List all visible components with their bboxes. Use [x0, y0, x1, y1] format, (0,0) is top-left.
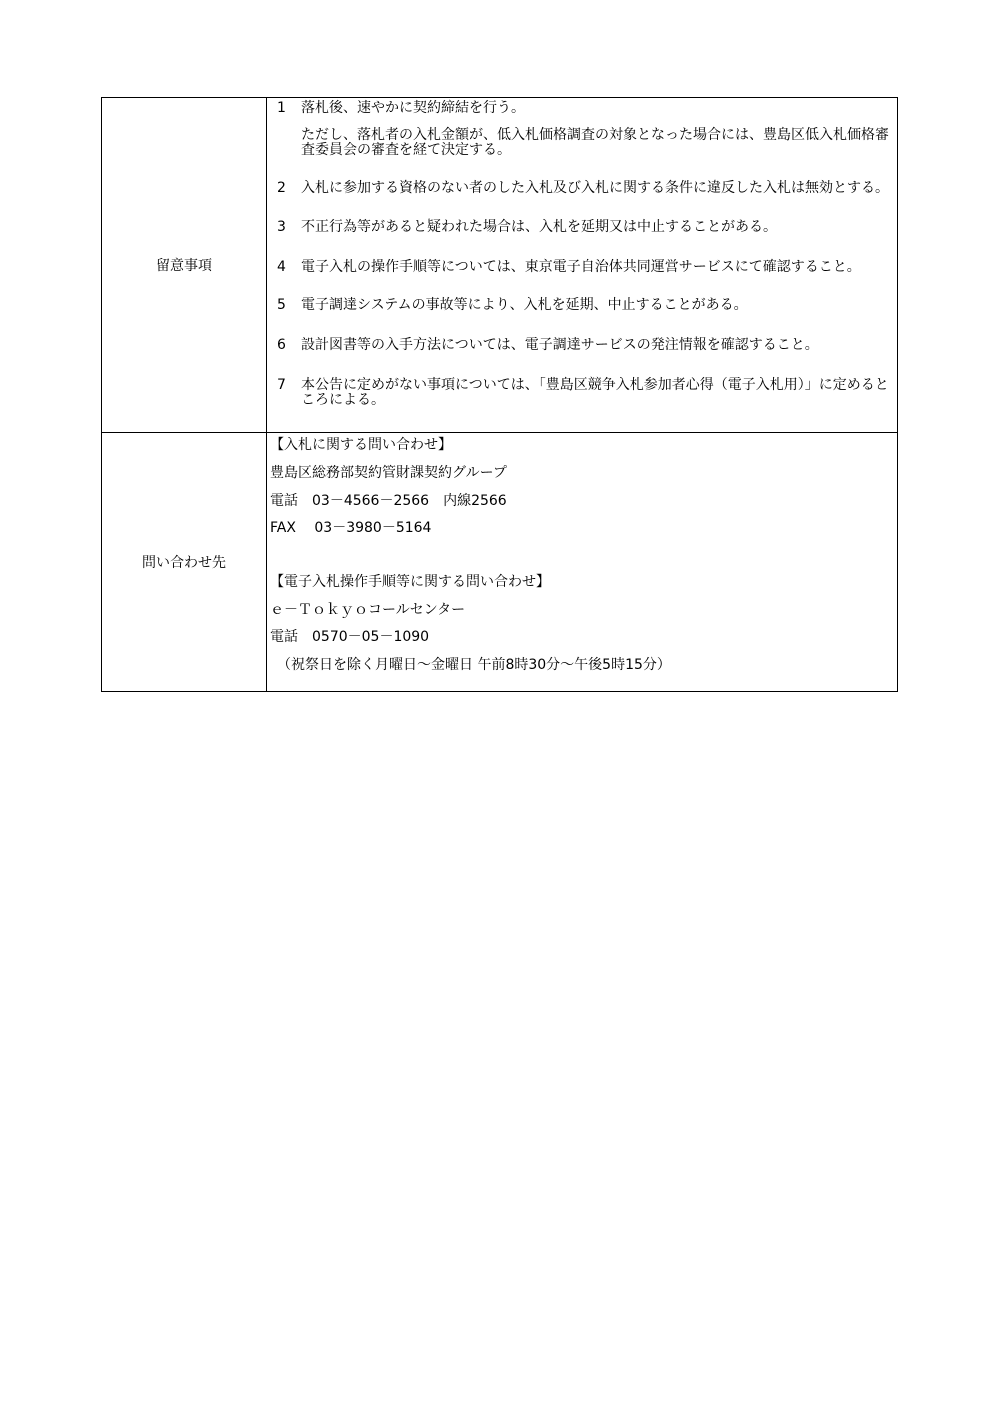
note-number: 5	[277, 297, 286, 313]
contact-label: 問い合わせ先	[102, 433, 267, 692]
notes-label: 留意事項	[102, 98, 267, 433]
note-text: 入札に参加する資格のない者のした入札及び入札に関する条件に違反した入札は無効とする。	[301, 180, 889, 196]
note-text: 電子入札の操作手順等については、東京電子自治体共同運営サービスにて確認すること。	[301, 259, 861, 275]
note-supplement: ただし、落札者の入札金額が、低入札価格調査の対象となった場合には、豊島区低入札価格審査委員会の審査を経て決定する。	[301, 127, 889, 158]
note-text: 電子調達システムの事故等により、入札を延期、中止することがある。	[301, 297, 748, 313]
note-number: 2	[277, 180, 286, 196]
contact-phone: 電話 0570－05－1090	[270, 629, 430, 645]
contact-hours: （祝祭日を除く月曜日～金曜日 午前8時30分～午後5時15分）	[277, 657, 671, 673]
contact-heading: 【入札に関する問い合わせ】	[270, 437, 452, 453]
note-text: 不正行為等があると疑われた場合は、入札を延期又は中止することがある。	[301, 219, 777, 235]
contact-cell	[267, 433, 898, 692]
contact-phone: 電話 03－4566－2566 内線2566	[270, 493, 507, 509]
note-number: 3	[277, 219, 286, 235]
note-text: 落札後、速やかに契約締結を行う。	[301, 100, 525, 116]
contact-row	[102, 433, 898, 692]
contact-department: 豊島区総務部契約管財課契約グループ	[270, 465, 507, 481]
note-number: 7	[277, 377, 286, 393]
notes-row	[102, 98, 898, 433]
note-text: 本公告に定めがない事項については、「豊島区競争入札参加者心得（電子入札用）」に定めるところによる。	[301, 377, 889, 408]
contact-fax: FAX 03－3980－5164	[270, 520, 432, 536]
contact-heading: 【電子入札操作手順等に関する問い合わせ】	[270, 574, 550, 590]
note-number: 4	[277, 259, 286, 275]
notice-table	[101, 97, 898, 692]
note-number: 6	[277, 337, 286, 353]
note-number: 1	[277, 100, 286, 116]
note-text: 設計図書等の入手方法については、電子調達サービスの発注情報を確認すること。	[301, 337, 819, 353]
notes-cell	[267, 98, 898, 433]
contact-callcenter: ｅ－Ｔｏｋｙｏコールセンター	[270, 602, 466, 618]
